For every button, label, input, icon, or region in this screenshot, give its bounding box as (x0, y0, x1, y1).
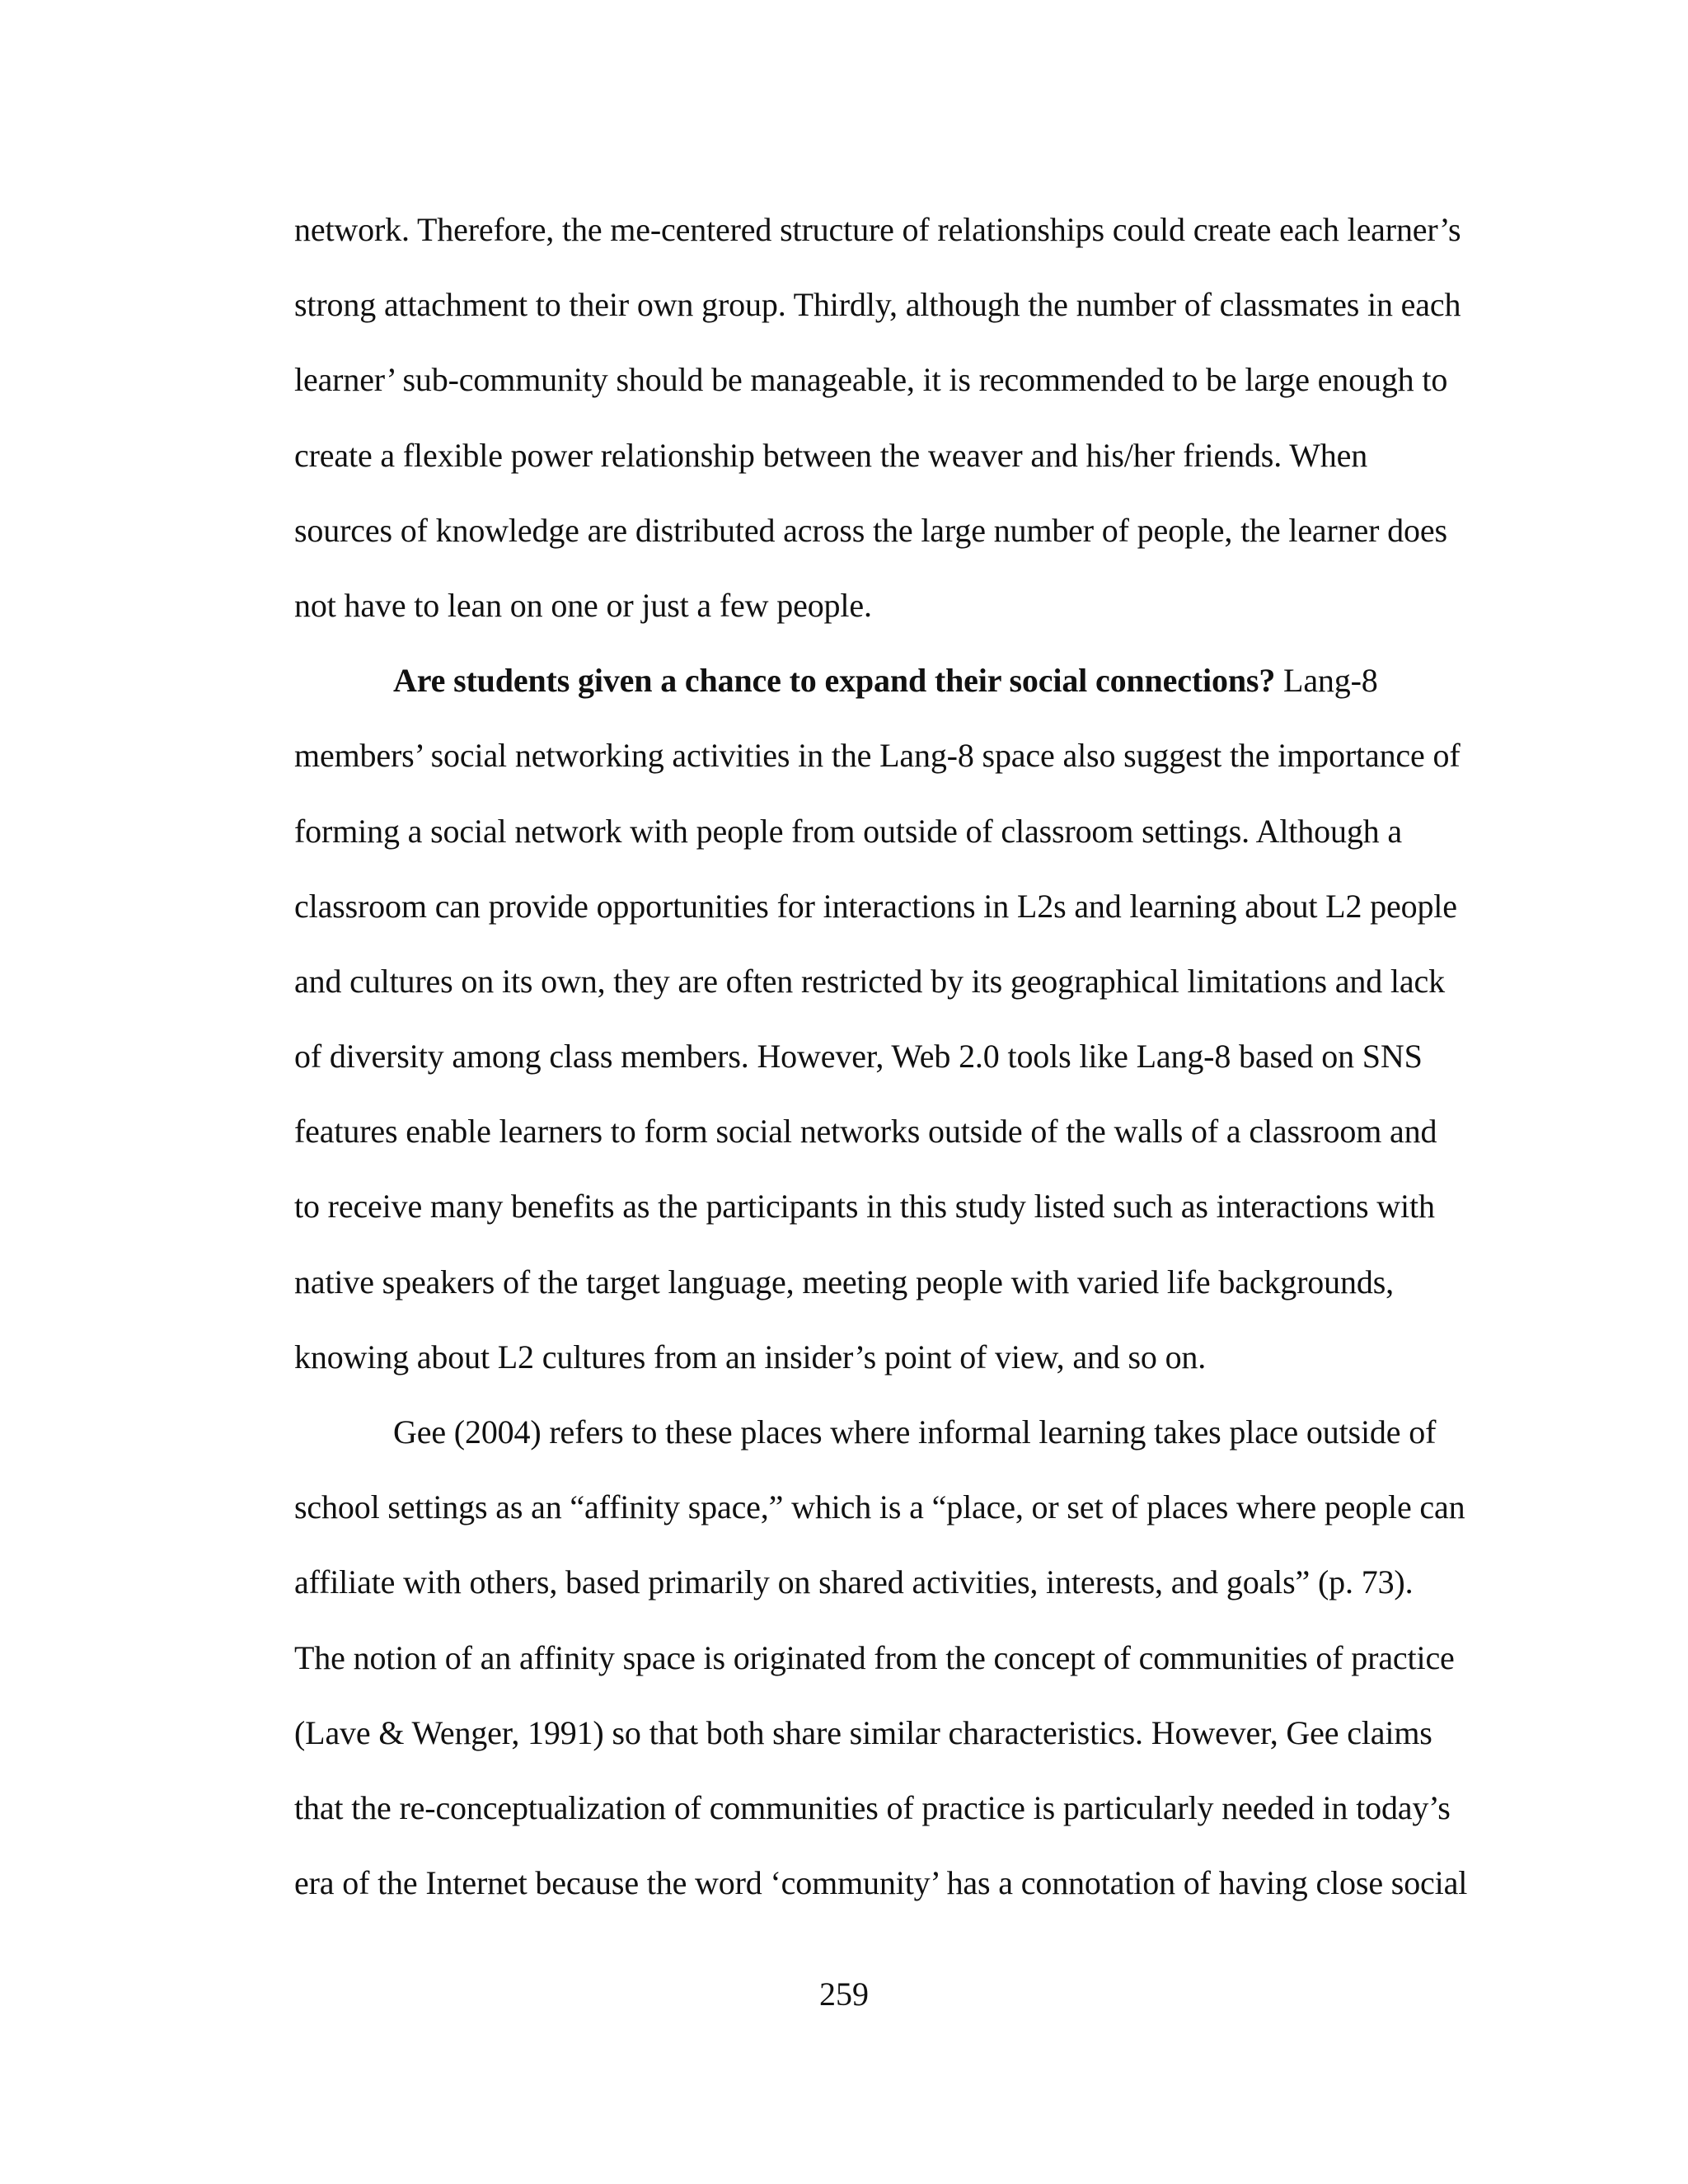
paragraph-3-line-1: Gee (2004) refers to these places where informal learning takes place outside of (393, 1413, 1437, 1451)
paragraph-2-line-9: native speakers of the target language, meeting people with varied life backgrounds, (294, 1263, 1394, 1301)
paragraph-1-line-4: create a flexible power relationship between the weaver and his/her friends. When (294, 436, 1368, 474)
paragraph-2-line-2: members’ social networking activities in the Lang-8 space also suggest the importance of (294, 737, 1461, 775)
paragraph-2-line-1-text: Lang-8 (1275, 662, 1378, 700)
paragraph-2-line-6: of diversity among class members. However, Web 2.0 tools like Lang-8 based on SNS (294, 1038, 1423, 1076)
paragraph-2-line-5: and cultures on its own, they are often restricted by its geographical limitations and lack (294, 962, 1445, 1000)
paragraph-3-line-5: (Lave & Wenger, 1991) so that both share similar characteristics. However, Gee claims (294, 1713, 1432, 1751)
paragraph-3-line-6: that the re-conceptualization of communities of practice is particularly needed in today’s (294, 1788, 1451, 1826)
body-text (294, 192, 1468, 1920)
paragraph-3-line-2: school settings as an “affinity space,” which is a “place, or set of places where people can (294, 1488, 1465, 1526)
paragraph-2-line-4: classroom can provide opportunities for interactions in L2s and learning about L2 people (294, 887, 1457, 925)
paragraph-1-line-1: network. Therefore, the me-centered structure of relationships could create each learner’s (294, 211, 1461, 248)
paragraph-3-line-4: The notion of an affinity space is originated from the concept of communities of practice (294, 1638, 1455, 1676)
paragraph-1-line-5: sources of knowledge are distributed across the large number of people, the learner does (294, 511, 1447, 549)
paragraph-2-line-1 (294, 643, 1465, 718)
paragraph-2-line-7: features enable learners to form social networks outside of the walls of a classroom and (294, 1113, 1437, 1151)
paragraph-3-line-7: era of the Internet because the word ‘community’ has a connotation of having close social (294, 1864, 1468, 1902)
paragraph-1-line-3: learner’ sub-community should be manageable, it is recommended to be large enough to (294, 361, 1448, 399)
paragraph-1-line-2: strong attachment to their own group. Thirdly, although the number of classmates in each (294, 286, 1461, 324)
page-number: 259 (819, 1975, 869, 2013)
paragraph-3-line-3: affiliate with others, based primarily on shared activities, interests, and goals” (p. 73). (294, 1563, 1414, 1601)
paragraph-2-line-10: knowing about L2 cultures from an insider’s point of view, and so on. (294, 1338, 1207, 1376)
paragraph-2-line-3: forming a social network with people from outside of classroom settings. Although a (294, 812, 1402, 850)
paragraph-1-line-6: not have to lean on one or just a few people. (294, 586, 872, 624)
paragraph-2-line-8: to receive many benefits as the participants in this study listed such as interactions with (294, 1188, 1435, 1226)
section-heading: Are students given a chance to expand their social connections? (393, 662, 1276, 700)
